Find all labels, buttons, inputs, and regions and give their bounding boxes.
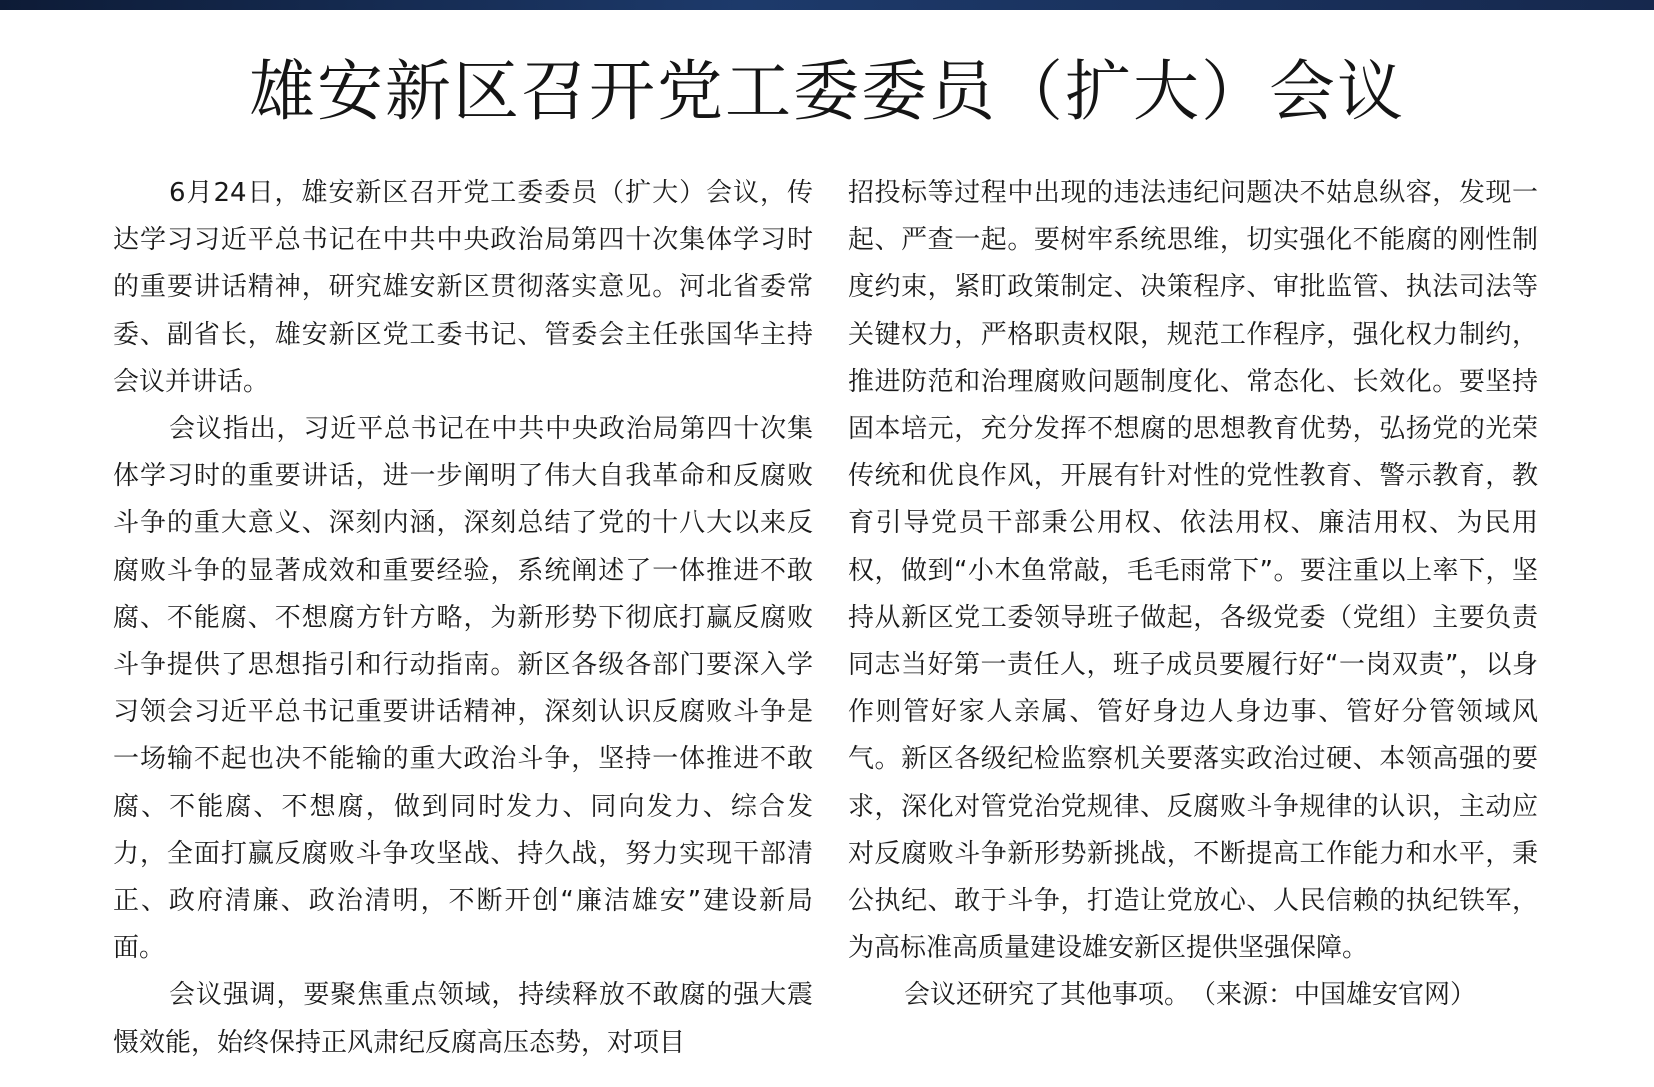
article-right-column — [848, 170, 1538, 1020]
article-left-column — [113, 170, 813, 1067]
article-paragraph: 会议强调，要聚焦重点领域，持续释放不敢腐的强大震慑效能，始终保持正风肃纪反腐高压态势，对项目 — [113, 980, 813, 1058]
top-banner-bar — [0, 0, 1654, 10]
article-source-line: 会议还研究了其他事项。 （来源：中国雄安官网） — [904, 980, 1477, 1011]
article-paragraph: 会议指出，习近平总书记在中共中央政治局第四十次集体学习时的重要讲话，进一步阐明了伟大自我革命和反腐败斗争的重大意义、深刻内涵，深刻总结了党的十八大以来反腐败斗争的显著成效和重要经验，系统阐述了一体推进不敢腐、不能腐、不想腐方针方略，为新形势下彻底打赢反腐败斗争提供了思想指引和行动指南。新区各级各部门要深入学习领会习近平总书记重要讲话精神，深刻认识反腐败斗争是一场输不起也决不能输的重大政治斗争，坚持一体推进不敢腐、不能腐、不想腐，做到同时发力、同向发力、综合发力，全面打赢反腐败斗争攻坚战、持久战，努力实现干部清正、政府清廉、政治清明，不断开创“廉洁雄安”建设新局面。 — [113, 414, 813, 964]
article-paragraph: 6月24日，雄安新区召开党工委委员（扩大）会议，传达学习习近平总书记在中共中央政治局第四十次集体学习时的重要讲话精神，研究雄安新区贯彻落实意见。河北省委常委、副省长，雄安新区党工委书记、管委会主任张国华主持会议并讲话。 — [113, 178, 813, 397]
article-title: 雄安新区召开党工委委员（扩大）会议 — [249, 53, 1405, 130]
article-paragraph-continued: 招投标等过程中出现的违法违纪问题决不姑息纵容，发现一起、严查一起。要树牢系统思维，切实强化不能腐的刚性制度约束，紧盯政策制定、决策程序、审批监管、执法司法等关键权力，严格职责权限，规范工作程序，强化权力制约，推进防范和治理腐败问题制度化、常态化、长效化。要坚持固本培元，充分发挥不想腐的思想教育优势，弘扬党的光荣传统和优良作风，开展有针对性的党性教育、警示教育，教育引导党员干部秉公用权、依法用权、廉洁用权、为民用权，做到“小木鱼常敲，毛毛雨常下”。要注重以上率下，坚持从新区党工委领导班子做起，各级党委（党组）主要负责同志当好第一责任人，班子成员要履行好“一岗双责”，以身作则管好家人亲属、管好身边人身边事、管好分管领域风气。新区各级纪检监察机关要落实政治过硬、本领高强的要求，深化对管党治党规律、反腐败斗争规律的认识，主动应对反腐败斗争新形势新挑战，不断提高工作能力和水平，秉公执纪、敢于斗争，打造让党放心、人民信赖的执纪铁军，为高标准高质量建设雄安新区提供坚强保障。 — [848, 178, 1538, 964]
